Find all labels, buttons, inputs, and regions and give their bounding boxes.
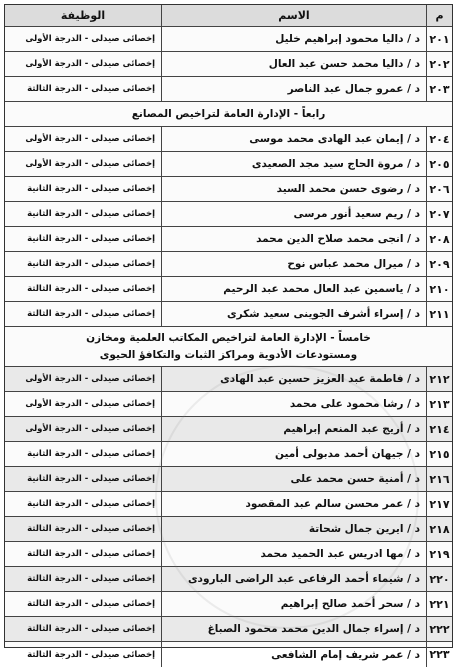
row-job: إخصائى صيدلى - الدرجة الثالثة (27, 309, 155, 319)
table-row (5, 227, 452, 252)
row-name: د / أريج عبد المنعم إبراهيم (161, 417, 426, 441)
row-name: د / أمنية حسن محمد على (161, 467, 426, 491)
section-heading-line-1: خامساً - الإدارة العامة لتراخيص المكاتب العلمية ومخازن (86, 331, 371, 344)
row-number: ٢١٨ (426, 517, 452, 541)
section-heading-line-2: ومستودعات الأدوية ومراكز الثبات والتكافؤ الحيوى (99, 348, 358, 361)
table-row (5, 27, 452, 52)
table-row (5, 542, 452, 567)
row-name: د / سحر أحمد صالح إبراهيم (161, 592, 426, 616)
table-row (5, 442, 452, 467)
row-name: د / ميرال محمد عباس نوح (161, 252, 426, 276)
row-job: إخصائى صيدلى - الدرجة الثانية (27, 474, 155, 484)
row-number: ٢١٤ (426, 417, 452, 441)
row-name: د / مروة الحاج سيد مجد الصعيدى (161, 152, 426, 176)
row-number: ٢٠٢ (426, 52, 452, 76)
row-number: ٢٠٦ (426, 177, 452, 201)
table-row (5, 392, 452, 417)
table-row (5, 127, 452, 152)
group-2 (5, 127, 452, 327)
table-row (5, 567, 452, 592)
table-row (5, 177, 452, 202)
row-name: د / إسراء أشرف الجوينى سعيد شكرى (161, 302, 426, 326)
row-name: د / إسراء جمال الدين محمد محمود الصباغ (161, 617, 426, 641)
row-job: إخصائى صيدلى - الدرجة الأولى (25, 134, 155, 144)
table-row (5, 202, 452, 227)
row-number: ٢٠٣ (426, 77, 452, 101)
row-name: د / داليا محمد حسن عبد العال (161, 52, 426, 76)
row-job: إخصائى صيدلى - الدرجة الأولى (25, 59, 155, 69)
row-name: د / داليا محمود إبراهيم خليل (161, 27, 426, 51)
section-heading-scientific-offices (5, 327, 452, 367)
row-job: إخصائى صيدلى - الدرجة الثانية (27, 499, 155, 509)
row-job: إخصائى صيدلى - الدرجة الثانية (27, 209, 155, 219)
table-header-row (5, 5, 452, 27)
row-number: ٢١٩ (426, 542, 452, 566)
row-name: د / ريم سعيد أنور مرسى (161, 202, 426, 226)
row-number: ٢٠١ (426, 27, 452, 51)
row-number: ٢١٧ (426, 492, 452, 516)
row-number: ٢١٢ (426, 367, 452, 391)
table-row (5, 467, 452, 492)
row-job: إخصائى صيدلى - الدرجة الأولى (25, 399, 155, 409)
row-job: إخصائى صيدلى - الدرجة الثالثة (27, 599, 155, 609)
header-name: الاسم (161, 5, 426, 26)
row-job: إخصائى صيدلى - الدرجة الثالثة (27, 549, 155, 559)
row-job: إخصائى صيدلى - الدرجة الثالثة (27, 624, 155, 634)
row-job: إخصائى صيدلى - الدرجة الأولى (25, 34, 155, 44)
row-job: إخصائى صيدلى - الدرجة الأولى (25, 159, 155, 169)
row-name: د / انجى محمد صلاح الدين محمد (161, 227, 426, 251)
row-name: د / شيماء أحمد الرفاعى عبد الراضى البارودى (161, 567, 426, 591)
header-job: الوظيفة (5, 5, 161, 26)
section-heading-factories: رابعاً - الإدارة العامة لتراخيص المصانع (5, 102, 452, 127)
row-job: إخصائى صيدلى - الدرجة الأولى (25, 424, 155, 434)
row-number: ٢٢٠ (426, 567, 452, 591)
row-job: إخصائى صيدلى - الدرجة الثانية (27, 259, 155, 269)
row-job: إخصائى صيدلى - الدرجة الثالثة (27, 574, 155, 584)
row-job: إخصائى صيدلى - الدرجة الأولى (25, 374, 155, 384)
row-name: د / مها ادريس عبد الحميد محمد (161, 542, 426, 566)
table-row (5, 302, 452, 327)
table-row (5, 517, 452, 542)
table-row (5, 152, 452, 177)
row-number: ٢٢٢ (426, 617, 452, 641)
row-name: د / فاطمة عبد العزيز حسين عبد الهادى (161, 367, 426, 391)
row-job: إخصائى صيدلى - الدرجة الثالثة (27, 84, 155, 94)
table-row (5, 367, 452, 392)
row-name: د / عمر شريف إمام الشافعى (161, 642, 426, 667)
row-name: د / رشا محمود على محمد (161, 392, 426, 416)
table-row (5, 52, 452, 77)
row-name: د / رضوى حسن محمد السيد (161, 177, 426, 201)
row-job: إخصائى صيدلى - الدرجة الثانية (27, 184, 155, 194)
row-name: د / ايرين جمال شحاتة (161, 517, 426, 541)
row-number: ٢٠٨ (426, 227, 452, 251)
row-job: إخصائى صيدلى - الدرجة الثالثة (27, 524, 155, 534)
row-number: ٢٠٤ (426, 127, 452, 151)
row-name: د / عمرو جمال عبد الناصر (161, 77, 426, 101)
row-number: ٢١٥ (426, 442, 452, 466)
row-job: إخصائى صيدلى - الدرجة الثانية (27, 449, 155, 459)
row-name: د / جيهان أحمد مدبولى أمين (161, 442, 426, 466)
row-number: ٢٢١ (426, 592, 452, 616)
row-number: ٢٢٣ (426, 642, 452, 667)
header-number: م (426, 5, 452, 26)
row-number: ٢١١ (426, 302, 452, 326)
row-job: إخصائى صيدلى - الدرجة الثانية (27, 234, 155, 244)
document-table (4, 4, 453, 661)
row-job: إخصائى صيدلى - الدرجة الثالثة (27, 649, 155, 660)
table-row (5, 277, 452, 302)
table-row (5, 592, 452, 617)
row-number: ٢٠٧ (426, 202, 452, 226)
row-number: ٢١٠ (426, 277, 452, 301)
row-name: د / ياسمين عبد العال محمد عبد الرحيم (161, 277, 426, 301)
table-row (5, 617, 452, 642)
table-row (5, 77, 452, 102)
row-name: د / عمر محسن سالم عبد المقصود (161, 492, 426, 516)
row-name: د / إيمان عبد الهادى محمد موسى (161, 127, 426, 151)
row-number: ٢١٦ (426, 467, 452, 491)
row-number: ٢١٣ (426, 392, 452, 416)
row-job: إخصائى صيدلى - الدرجة الثالثة (27, 284, 155, 294)
row-number: ٢٠٥ (426, 152, 452, 176)
table-row (5, 642, 452, 667)
table-row (5, 492, 452, 517)
group-3 (5, 367, 452, 667)
table-row (5, 417, 452, 442)
table-row (5, 252, 452, 277)
row-number: ٢٠٩ (426, 252, 452, 276)
group-1 (5, 27, 452, 102)
